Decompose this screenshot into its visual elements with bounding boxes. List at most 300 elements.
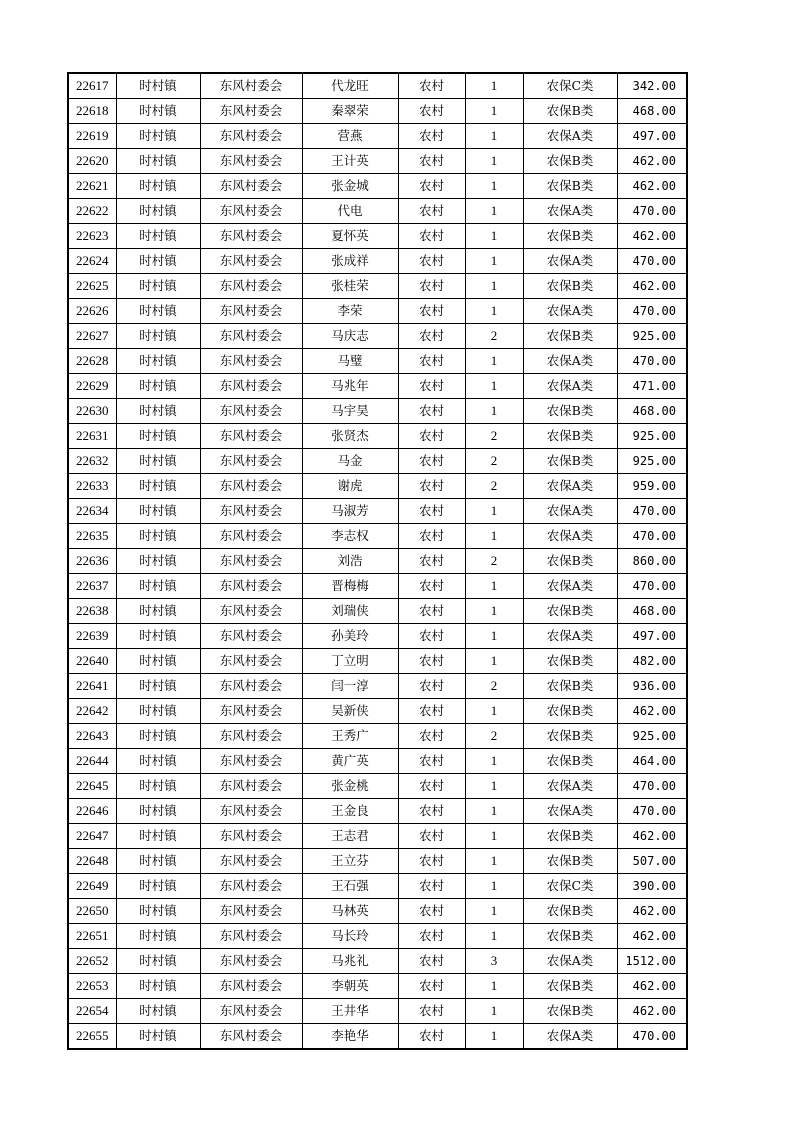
- cell-name: 张成祥: [302, 249, 398, 274]
- cell-id: 22641: [68, 674, 116, 699]
- cell-town: 时村镇: [116, 349, 200, 374]
- cell-name: 夏怀英: [302, 224, 398, 249]
- table-row: [68, 899, 687, 924]
- table-row: [68, 499, 687, 524]
- cell-category: 农保B类: [523, 924, 617, 949]
- cell-village: 东风村委会: [200, 99, 302, 124]
- cell-area: 农村: [398, 974, 465, 999]
- cell-town: 时村镇: [116, 449, 200, 474]
- cell-name: 谢虎: [302, 474, 398, 499]
- cell-id: 22622: [68, 199, 116, 224]
- cell-amount: 462.00: [617, 174, 687, 199]
- cell-village: 东风村委会: [200, 174, 302, 199]
- table-row: [68, 124, 687, 149]
- cell-count: 1: [465, 924, 523, 949]
- cell-category: 农保B类: [523, 174, 617, 199]
- cell-village: 东风村委会: [200, 549, 302, 574]
- cell-category: 农保A类: [523, 524, 617, 549]
- cell-category: 农保B类: [523, 424, 617, 449]
- cell-name: 丁立明: [302, 649, 398, 674]
- cell-name: 代龙旺: [302, 73, 398, 99]
- cell-village: 东风村委会: [200, 324, 302, 349]
- table-row: [68, 224, 687, 249]
- cell-category: 农保B类: [523, 649, 617, 674]
- cell-name: 闫一淳: [302, 674, 398, 699]
- cell-id: 22627: [68, 324, 116, 349]
- cell-village: 东风村委会: [200, 199, 302, 224]
- cell-category: 农保B类: [523, 724, 617, 749]
- cell-town: 时村镇: [116, 999, 200, 1024]
- cell-area: 农村: [398, 924, 465, 949]
- cell-town: 时村镇: [116, 149, 200, 174]
- cell-amount: 468.00: [617, 599, 687, 624]
- cell-id: 22625: [68, 274, 116, 299]
- cell-town: 时村镇: [116, 124, 200, 149]
- cell-area: 农村: [398, 774, 465, 799]
- cell-name: 秦翠荣: [302, 99, 398, 124]
- cell-village: 东风村委会: [200, 124, 302, 149]
- cell-category: 农保B类: [523, 849, 617, 874]
- cell-category: 农保A类: [523, 949, 617, 974]
- cell-count: 1: [465, 749, 523, 774]
- cell-area: 农村: [398, 874, 465, 899]
- cell-area: 农村: [398, 399, 465, 424]
- cell-count: 1: [465, 399, 523, 424]
- cell-name: 吴新侠: [302, 699, 398, 724]
- cell-category: 农保B类: [523, 599, 617, 624]
- cell-town: 时村镇: [116, 374, 200, 399]
- cell-area: 农村: [398, 124, 465, 149]
- cell-name: 李朝英: [302, 974, 398, 999]
- cell-count: 1: [465, 849, 523, 874]
- cell-category: 农保A类: [523, 299, 617, 324]
- cell-count: 1: [465, 149, 523, 174]
- table-row: [68, 99, 687, 124]
- table-row: [68, 274, 687, 299]
- cell-id: 22642: [68, 699, 116, 724]
- cell-category: 农保B类: [523, 674, 617, 699]
- cell-village: 东风村委会: [200, 399, 302, 424]
- cell-area: 农村: [398, 949, 465, 974]
- cell-area: 农村: [398, 624, 465, 649]
- table-row: [68, 799, 687, 824]
- cell-area: 农村: [398, 699, 465, 724]
- cell-id: 22617: [68, 73, 116, 99]
- cell-area: 农村: [398, 249, 465, 274]
- cell-area: 农村: [398, 574, 465, 599]
- cell-town: 时村镇: [116, 1024, 200, 1050]
- cell-name: 王立芬: [302, 849, 398, 874]
- cell-area: 农村: [398, 549, 465, 574]
- cell-village: 东风村委会: [200, 874, 302, 899]
- cell-id: 22629: [68, 374, 116, 399]
- cell-area: 农村: [398, 274, 465, 299]
- cell-category: 农保B类: [523, 274, 617, 299]
- cell-amount: 390.00: [617, 874, 687, 899]
- cell-village: 东风村委会: [200, 599, 302, 624]
- cell-amount: 462.00: [617, 224, 687, 249]
- cell-town: 时村镇: [116, 499, 200, 524]
- cell-id: 22652: [68, 949, 116, 974]
- cell-name: 马宇昊: [302, 399, 398, 424]
- cell-id: 22620: [68, 149, 116, 174]
- cell-amount: 342.00: [617, 73, 687, 99]
- cell-count: 1: [465, 974, 523, 999]
- cell-id: 22636: [68, 549, 116, 574]
- cell-name: 李志权: [302, 524, 398, 549]
- cell-category: 农保A类: [523, 474, 617, 499]
- cell-category: 农保B类: [523, 899, 617, 924]
- cell-area: 农村: [398, 524, 465, 549]
- cell-category: 农保B类: [523, 974, 617, 999]
- cell-town: 时村镇: [116, 774, 200, 799]
- cell-count: 1: [465, 599, 523, 624]
- cell-id: 22621: [68, 174, 116, 199]
- cell-id: 22651: [68, 924, 116, 949]
- cell-id: 22634: [68, 499, 116, 524]
- cell-amount: 462.00: [617, 999, 687, 1024]
- cell-count: 1: [465, 299, 523, 324]
- cell-name: 李艳华: [302, 1024, 398, 1050]
- cell-area: 农村: [398, 899, 465, 924]
- cell-amount: 936.00: [617, 674, 687, 699]
- cell-town: 时村镇: [116, 174, 200, 199]
- cell-category: 农保A类: [523, 249, 617, 274]
- cell-town: 时村镇: [116, 924, 200, 949]
- cell-category: 农保A类: [523, 799, 617, 824]
- table-row: [68, 849, 687, 874]
- table-row: [68, 999, 687, 1024]
- cell-id: 22649: [68, 874, 116, 899]
- cell-name: 王计英: [302, 149, 398, 174]
- table-row: [68, 649, 687, 674]
- cell-count: 1: [465, 649, 523, 674]
- cell-area: 农村: [398, 99, 465, 124]
- cell-id: 22619: [68, 124, 116, 149]
- cell-area: 农村: [398, 449, 465, 474]
- cell-village: 东风村委会: [200, 849, 302, 874]
- table-row: [68, 549, 687, 574]
- cell-count: 2: [465, 474, 523, 499]
- cell-name: 张贤杰: [302, 424, 398, 449]
- table-row: [68, 724, 687, 749]
- cell-village: 东风村委会: [200, 924, 302, 949]
- cell-village: 东风村委会: [200, 449, 302, 474]
- cell-count: 1: [465, 574, 523, 599]
- table-row: [68, 249, 687, 274]
- cell-area: 农村: [398, 999, 465, 1024]
- table-row: [68, 674, 687, 699]
- cell-id: 22638: [68, 599, 116, 624]
- cell-town: 时村镇: [116, 73, 200, 99]
- cell-village: 东风村委会: [200, 774, 302, 799]
- cell-village: 东风村委会: [200, 749, 302, 774]
- cell-amount: 1512.00: [617, 949, 687, 974]
- cell-amount: 470.00: [617, 349, 687, 374]
- cell-category: 农保A类: [523, 624, 617, 649]
- cell-count: 1: [465, 874, 523, 899]
- cell-village: 东风村委会: [200, 224, 302, 249]
- cell-amount: 925.00: [617, 449, 687, 474]
- table-row: [68, 299, 687, 324]
- cell-count: 1: [465, 899, 523, 924]
- cell-category: 农保A类: [523, 499, 617, 524]
- cell-village: 东风村委会: [200, 274, 302, 299]
- table-row: [68, 449, 687, 474]
- table-row: [68, 1024, 687, 1050]
- cell-amount: 462.00: [617, 974, 687, 999]
- cell-area: 农村: [398, 824, 465, 849]
- cell-category: 农保B类: [523, 324, 617, 349]
- cell-area: 农村: [398, 674, 465, 699]
- cell-category: 农保B类: [523, 699, 617, 724]
- cell-town: 时村镇: [116, 424, 200, 449]
- cell-area: 农村: [398, 749, 465, 774]
- cell-count: 1: [465, 224, 523, 249]
- cell-amount: 462.00: [617, 274, 687, 299]
- table-row: [68, 749, 687, 774]
- cell-town: 时村镇: [116, 574, 200, 599]
- cell-amount: 464.00: [617, 749, 687, 774]
- cell-count: 1: [465, 699, 523, 724]
- cell-count: 1: [465, 249, 523, 274]
- cell-count: 2: [465, 724, 523, 749]
- cell-village: 东风村委会: [200, 724, 302, 749]
- cell-amount: 462.00: [617, 824, 687, 849]
- cell-village: 东风村委会: [200, 524, 302, 549]
- cell-category: 农保B类: [523, 999, 617, 1024]
- cell-name: 马庆志: [302, 324, 398, 349]
- cell-count: 1: [465, 624, 523, 649]
- cell-category: 农保B类: [523, 549, 617, 574]
- cell-count: 1: [465, 73, 523, 99]
- cell-name: 张金桃: [302, 774, 398, 799]
- table-row: [68, 174, 687, 199]
- cell-town: 时村镇: [116, 749, 200, 774]
- cell-village: 东风村委会: [200, 73, 302, 99]
- cell-count: 1: [465, 799, 523, 824]
- cell-id: 22650: [68, 899, 116, 924]
- cell-name: 马金: [302, 449, 398, 474]
- table-row: [68, 824, 687, 849]
- cell-count: 2: [465, 424, 523, 449]
- table-row: [68, 524, 687, 549]
- table-row: [68, 949, 687, 974]
- cell-town: 时村镇: [116, 299, 200, 324]
- cell-amount: 462.00: [617, 899, 687, 924]
- cell-amount: 470.00: [617, 1024, 687, 1050]
- cell-count: 2: [465, 324, 523, 349]
- cell-village: 东风村委会: [200, 374, 302, 399]
- cell-name: 张金城: [302, 174, 398, 199]
- cell-town: 时村镇: [116, 624, 200, 649]
- cell-id: 22655: [68, 1024, 116, 1050]
- table-row: [68, 599, 687, 624]
- cell-amount: 462.00: [617, 699, 687, 724]
- cell-id: 22640: [68, 649, 116, 674]
- cell-name: 张桂荣: [302, 274, 398, 299]
- cell-amount: 471.00: [617, 374, 687, 399]
- cell-count: 1: [465, 349, 523, 374]
- table-row: [68, 624, 687, 649]
- cell-id: 22635: [68, 524, 116, 549]
- cell-amount: 925.00: [617, 724, 687, 749]
- cell-town: 时村镇: [116, 224, 200, 249]
- cell-area: 农村: [398, 224, 465, 249]
- table-row: [68, 374, 687, 399]
- cell-category: 农保B类: [523, 149, 617, 174]
- cell-id: 22618: [68, 99, 116, 124]
- cell-name: 马兆礼: [302, 949, 398, 974]
- cell-name: 王石强: [302, 874, 398, 899]
- cell-town: 时村镇: [116, 874, 200, 899]
- cell-village: 东风村委会: [200, 424, 302, 449]
- cell-name: 营燕: [302, 124, 398, 149]
- cell-town: 时村镇: [116, 199, 200, 224]
- cell-category: 农保B类: [523, 749, 617, 774]
- cell-id: 22633: [68, 474, 116, 499]
- cell-area: 农村: [398, 724, 465, 749]
- cell-name: 晋梅梅: [302, 574, 398, 599]
- cell-town: 时村镇: [116, 549, 200, 574]
- cell-name: 代电: [302, 199, 398, 224]
- cell-amount: 462.00: [617, 924, 687, 949]
- cell-area: 农村: [398, 474, 465, 499]
- cell-amount: 462.00: [617, 149, 687, 174]
- cell-town: 时村镇: [116, 799, 200, 824]
- cell-amount: 470.00: [617, 799, 687, 824]
- cell-amount: 470.00: [617, 524, 687, 549]
- table-row: [68, 874, 687, 899]
- cell-area: 农村: [398, 299, 465, 324]
- cell-area: 农村: [398, 324, 465, 349]
- cell-village: 东风村委会: [200, 974, 302, 999]
- table-row: [68, 574, 687, 599]
- cell-amount: 470.00: [617, 774, 687, 799]
- cell-village: 东风村委会: [200, 999, 302, 1024]
- cell-id: 22654: [68, 999, 116, 1024]
- cell-town: 时村镇: [116, 524, 200, 549]
- cell-area: 农村: [398, 599, 465, 624]
- cell-id: 22628: [68, 349, 116, 374]
- cell-amount: 470.00: [617, 199, 687, 224]
- cell-town: 时村镇: [116, 399, 200, 424]
- cell-amount: 482.00: [617, 649, 687, 674]
- cell-village: 东风村委会: [200, 699, 302, 724]
- cell-id: 22623: [68, 224, 116, 249]
- cell-amount: 468.00: [617, 399, 687, 424]
- cell-area: 农村: [398, 149, 465, 174]
- cell-category: 农保A类: [523, 574, 617, 599]
- cell-name: 马淑芳: [302, 499, 398, 524]
- table-row: [68, 924, 687, 949]
- cell-amount: 470.00: [617, 249, 687, 274]
- cell-village: 东风村委会: [200, 299, 302, 324]
- cell-name: 马兆年: [302, 374, 398, 399]
- cell-amount: 497.00: [617, 624, 687, 649]
- cell-town: 时村镇: [116, 324, 200, 349]
- cell-count: 1: [465, 824, 523, 849]
- cell-name: 王志君: [302, 824, 398, 849]
- cell-id: 22639: [68, 624, 116, 649]
- cell-count: 1: [465, 499, 523, 524]
- table-row: [68, 73, 687, 99]
- table-body: [68, 73, 687, 1049]
- cell-category: 农保A类: [523, 774, 617, 799]
- cell-amount: 470.00: [617, 499, 687, 524]
- cell-town: 时村镇: [116, 649, 200, 674]
- cell-count: 1: [465, 99, 523, 124]
- cell-village: 东风村委会: [200, 574, 302, 599]
- cell-area: 农村: [398, 73, 465, 99]
- cell-town: 时村镇: [116, 474, 200, 499]
- table-row: [68, 149, 687, 174]
- cell-name: 王秀广: [302, 724, 398, 749]
- cell-area: 农村: [398, 799, 465, 824]
- cell-category: 农保A类: [523, 349, 617, 374]
- cell-category: 农保B类: [523, 449, 617, 474]
- cell-town: 时村镇: [116, 849, 200, 874]
- cell-count: 1: [465, 374, 523, 399]
- cell-id: 22648: [68, 849, 116, 874]
- cell-village: 东风村委会: [200, 799, 302, 824]
- cell-category: 农保A类: [523, 1024, 617, 1050]
- table-row: [68, 399, 687, 424]
- cell-count: 1: [465, 199, 523, 224]
- cell-village: 东风村委会: [200, 624, 302, 649]
- cell-town: 时村镇: [116, 949, 200, 974]
- cell-town: 时村镇: [116, 599, 200, 624]
- cell-village: 东风村委会: [200, 499, 302, 524]
- cell-town: 时村镇: [116, 699, 200, 724]
- cell-area: 农村: [398, 174, 465, 199]
- cell-count: 1: [465, 999, 523, 1024]
- table-row: [68, 699, 687, 724]
- cell-town: 时村镇: [116, 249, 200, 274]
- cell-village: 东风村委会: [200, 1024, 302, 1050]
- cell-name: 李荣: [302, 299, 398, 324]
- cell-area: 农村: [398, 349, 465, 374]
- cell-village: 东风村委会: [200, 249, 302, 274]
- cell-village: 东风村委会: [200, 949, 302, 974]
- cell-village: 东风村委会: [200, 149, 302, 174]
- table-row: [68, 974, 687, 999]
- cell-name: 黄广英: [302, 749, 398, 774]
- cell-village: 东风村委会: [200, 674, 302, 699]
- cell-area: 农村: [398, 1024, 465, 1050]
- cell-village: 东风村委会: [200, 349, 302, 374]
- cell-id: 22644: [68, 749, 116, 774]
- cell-name: 马璧: [302, 349, 398, 374]
- cell-town: 时村镇: [116, 724, 200, 749]
- cell-category: 农保A类: [523, 199, 617, 224]
- cell-village: 东风村委会: [200, 474, 302, 499]
- table-row: [68, 474, 687, 499]
- cell-count: 1: [465, 524, 523, 549]
- cell-count: 2: [465, 549, 523, 574]
- cell-amount: 497.00: [617, 124, 687, 149]
- cell-amount: 507.00: [617, 849, 687, 874]
- cell-area: 农村: [398, 499, 465, 524]
- cell-category: 农保B类: [523, 224, 617, 249]
- cell-name: 孙美玲: [302, 624, 398, 649]
- cell-area: 农村: [398, 849, 465, 874]
- cell-id: 22637: [68, 574, 116, 599]
- table-row: [68, 349, 687, 374]
- cell-category: 农保C类: [523, 73, 617, 99]
- cell-count: 1: [465, 774, 523, 799]
- cell-village: 东风村委会: [200, 649, 302, 674]
